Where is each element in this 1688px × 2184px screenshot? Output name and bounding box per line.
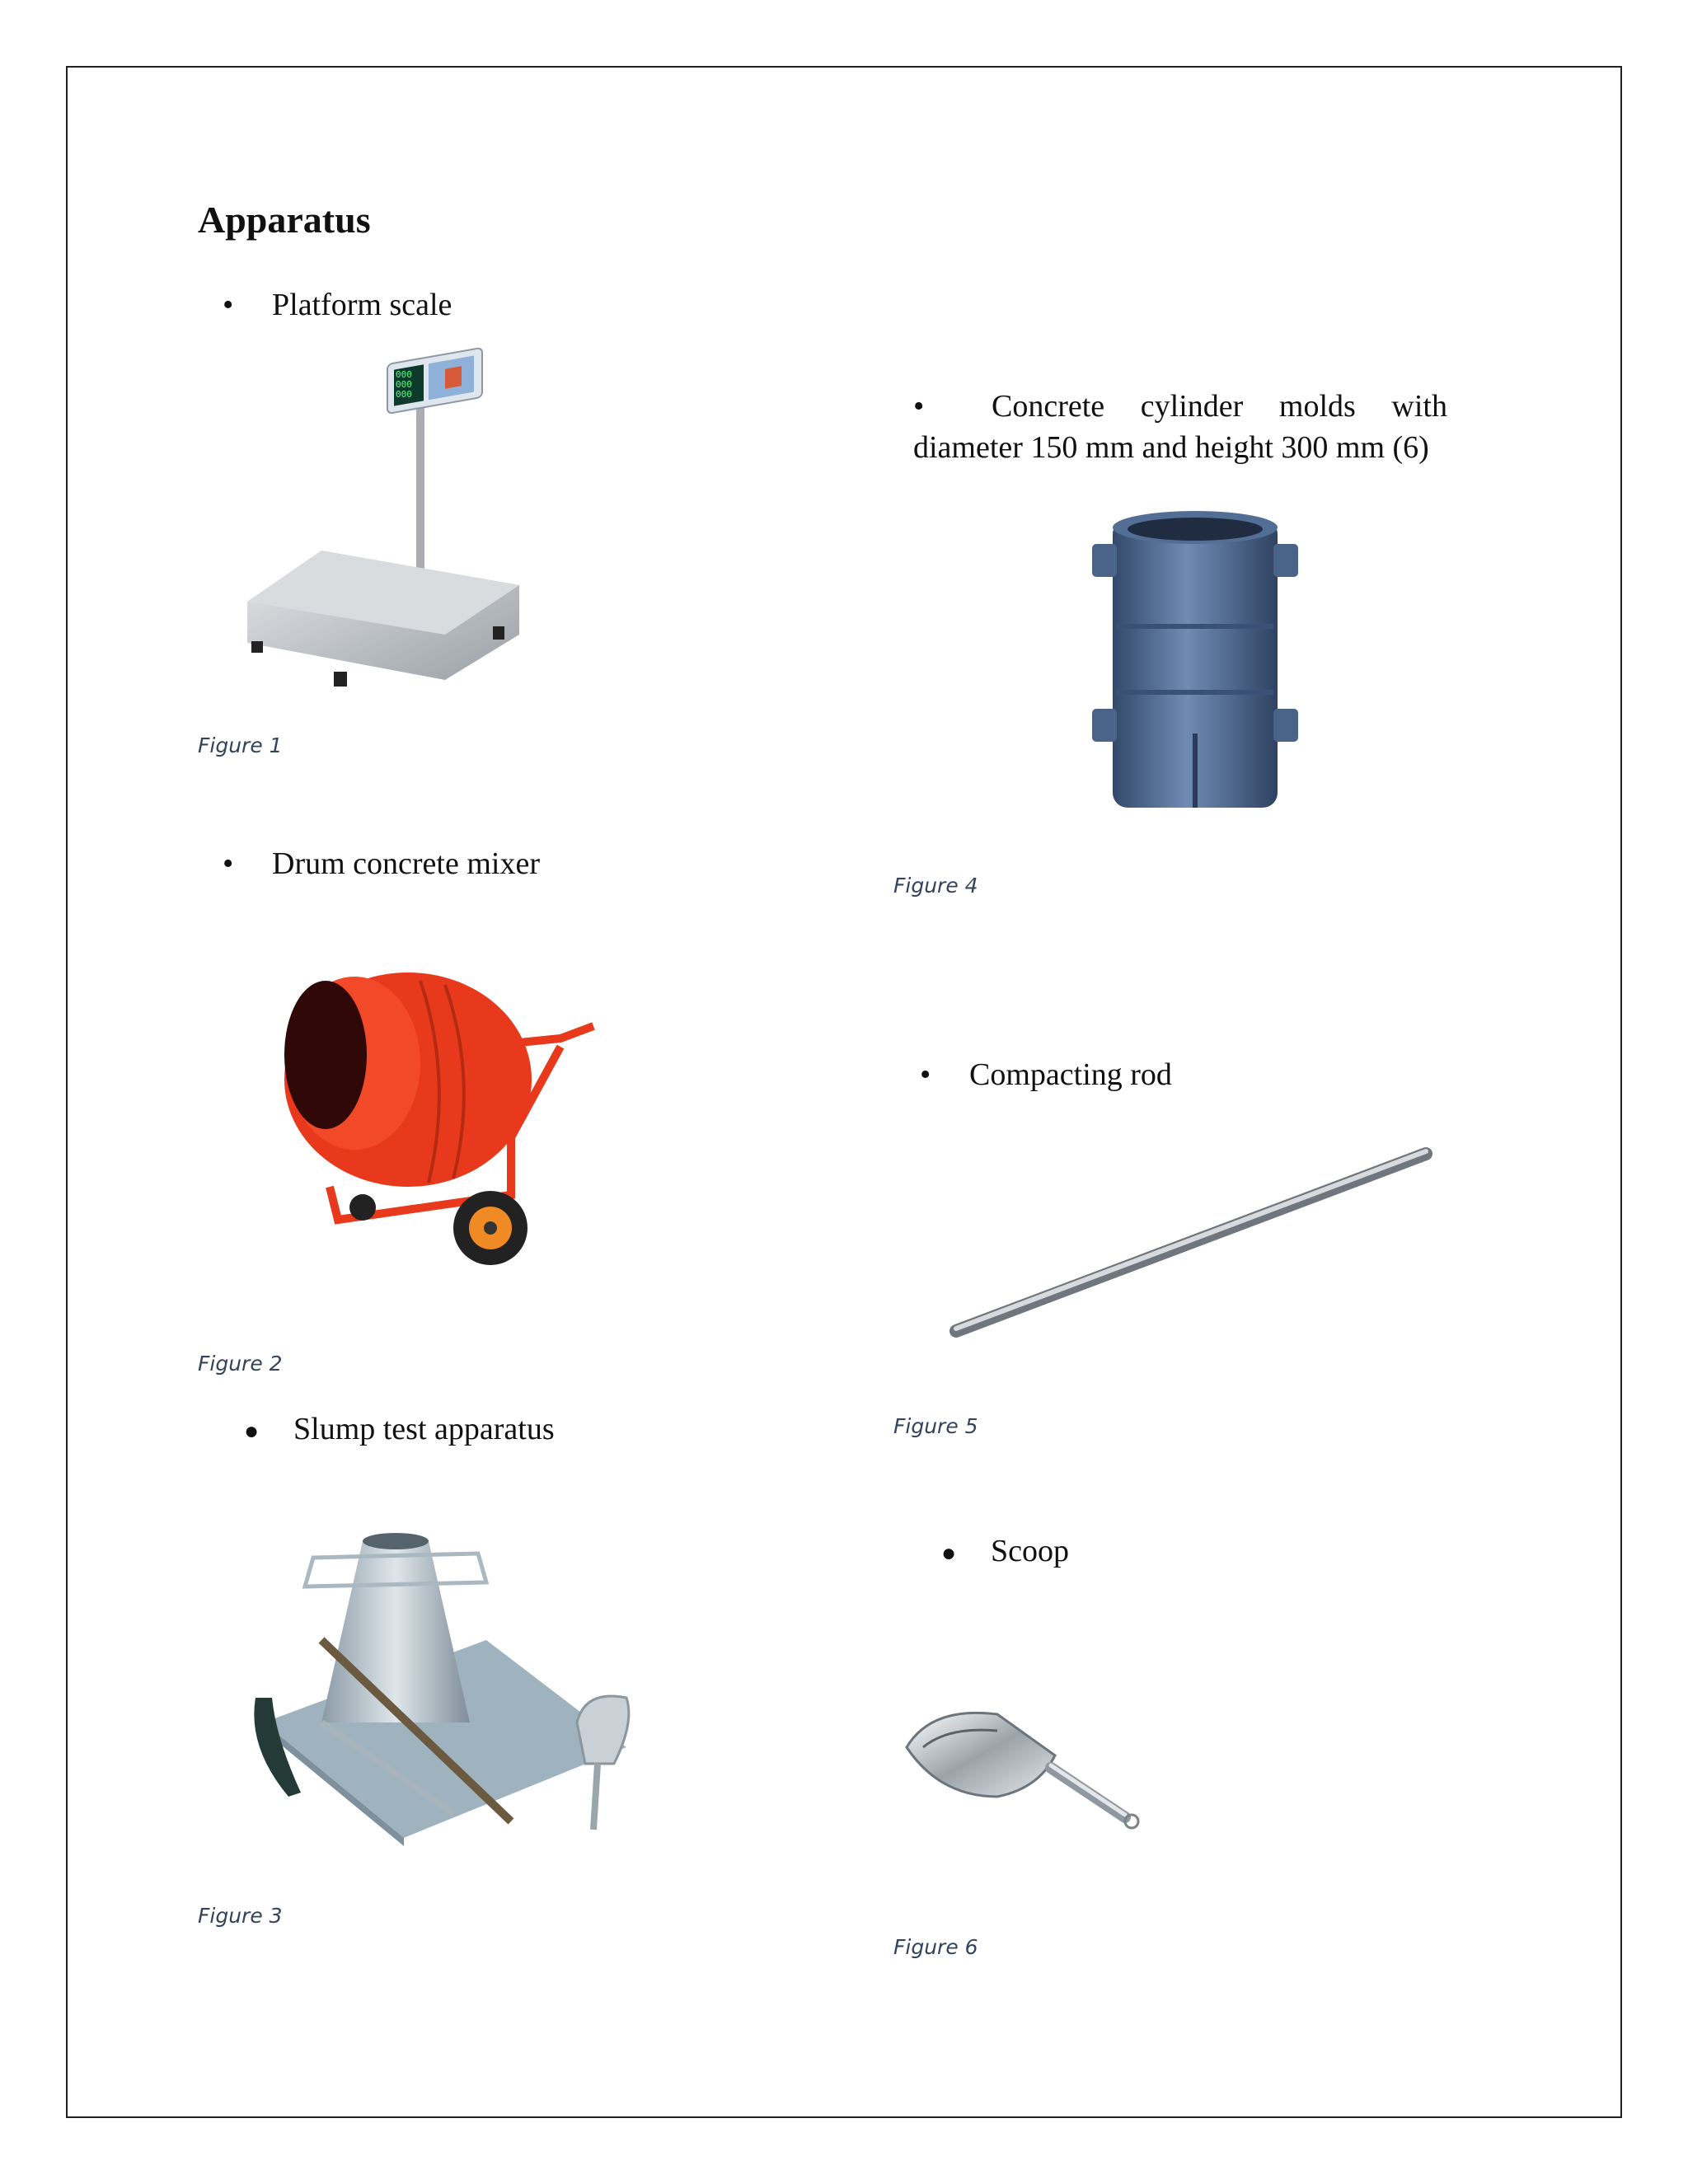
item-label: Scoop xyxy=(991,1534,1069,1568)
figure-caption-5: Figure 5 xyxy=(893,1414,978,1438)
compacting-rod-image xyxy=(940,1137,1451,1352)
bullet: • xyxy=(223,846,234,881)
list-item-slump-test xyxy=(244,1411,555,1447)
bullet: • xyxy=(920,1057,931,1092)
bullet: • xyxy=(223,288,234,322)
item-label: Concrete cylinder molds with diameter 150 mm and height 300 mm (6) xyxy=(913,389,1447,465)
scale-readout-2: 000 xyxy=(396,379,412,390)
slump-test-image xyxy=(198,1475,676,1871)
item-label: Drum concrete mixer xyxy=(272,846,540,881)
bullet: • xyxy=(913,389,925,424)
list-item-drum-mixer xyxy=(223,846,540,882)
figure-caption-4: Figure 4 xyxy=(893,874,978,898)
platform-scale-image xyxy=(231,338,544,709)
item-label: Compacting rod xyxy=(969,1057,1172,1092)
list-item-compacting-rod xyxy=(920,1057,1172,1093)
bullet: ● xyxy=(244,1418,260,1445)
page-title: Apparatus xyxy=(198,199,371,241)
scale-readout-1: 000 xyxy=(396,369,412,380)
list-item-cylinder-molds xyxy=(913,386,1447,468)
bullet: ● xyxy=(941,1540,957,1567)
figure-caption-2: Figure 2 xyxy=(198,1352,283,1376)
figure-caption-6: Figure 6 xyxy=(893,1935,978,1959)
figure-caption-3: Figure 3 xyxy=(198,1904,283,1928)
cylinder-mold-image xyxy=(1071,503,1319,832)
list-item-scoop xyxy=(941,1533,1069,1569)
scoop-image xyxy=(898,1698,1146,1846)
scale-readout-3: 000 xyxy=(396,389,412,400)
item-label: Platform scale xyxy=(272,288,452,322)
list-item-platform-scale xyxy=(223,287,452,323)
item-label: Slump test apparatus xyxy=(293,1412,555,1446)
figure-caption-1: Figure 1 xyxy=(198,733,283,757)
drum-mixer-image xyxy=(264,948,610,1277)
